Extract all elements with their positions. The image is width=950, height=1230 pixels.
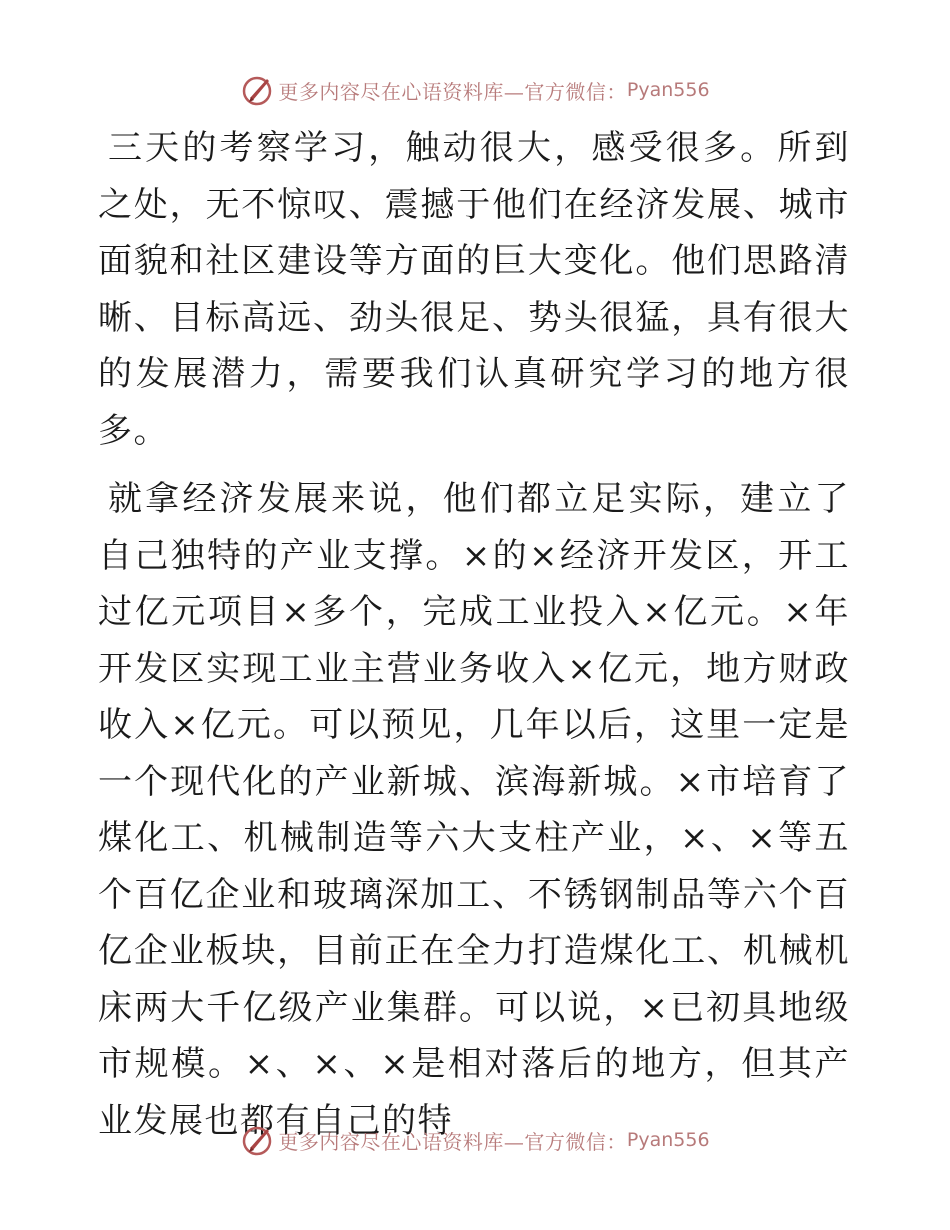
- header-watermark: [0, 70, 950, 110]
- watermark-text: 更多内容尽在心语资料库—官方微信：: [278, 79, 627, 104]
- paragraph-1: 三天的考察学习，触动很大，感受很多。所到之处，无不惊叹、震撼于他们在经济发展、城市面貌和社区建设等方面的巨大变化。他们思路清晰、目标高远、劲头很足、势头很猛，具有很大的发展潜力，需要我们认真研究学习的地方很多。: [98, 128, 850, 451]
- paragraph-2: 就拿经济发展来说，他们都立足实际，建立了自己独特的产业支撑。×的×经济开发区，开工过亿元项目×多个，完成工业投入×亿元。×年开发区实现工业主营业务收入×亿元，地方财政收入×亿元。可以预见，几年以后，这里一定是一个现代化的产业新城、滨海新城。×市培育了煤化工、机械制造等六大支柱产业，×、×等五个百亿企业和玻璃深加工、不锈钢制品等六个百亿企业板块，目前正在全力打造煤化工、机械机床两大千亿级产业集群。可以说，×已初具地级市规模。×、×、×是相对落后的地方，但其产业发展也都有自己的特: [98, 479, 850, 1141]
- watermark-text: 更多内容尽在心语资料库—官方微信：: [278, 1129, 627, 1154]
- footer-watermark: [0, 1120, 950, 1160]
- document-body: [98, 120, 850, 1161]
- watermark-account: Pyan556: [626, 79, 710, 101]
- quill-logo-icon: [240, 1123, 274, 1157]
- watermark-account: Pyan556: [626, 1129, 710, 1151]
- quill-logo-icon: [240, 73, 274, 107]
